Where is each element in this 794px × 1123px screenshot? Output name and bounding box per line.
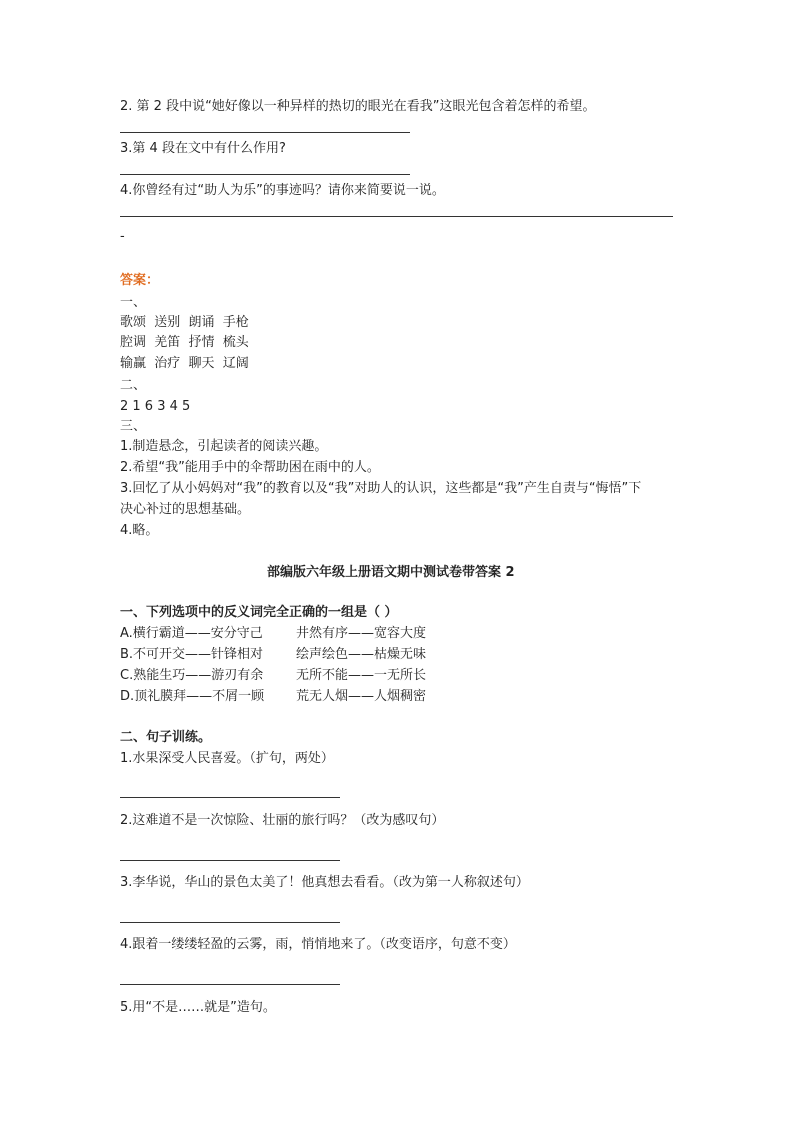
dash-mark: - bbox=[120, 229, 125, 244]
word-row-2: 腔调 羌笛 抒情 梳头 bbox=[120, 335, 249, 350]
answer-line bbox=[120, 174, 410, 175]
answer-line bbox=[120, 216, 673, 217]
question-4: 4.你曾经有过“助人为乐”的事迹吗？请你来简要说一说。 bbox=[120, 183, 445, 198]
option-c-left: C.熟能生巧——游刃有余 bbox=[120, 668, 264, 683]
answers-section-1: 一、 bbox=[120, 295, 147, 310]
sentence-1: 1.水果深受人民喜爱。（扩句，两处） bbox=[120, 751, 334, 766]
sentence-4: 4.跟着一缕缕轻盈的云雾，雨，悄悄地来了。（改变语序，句意不变） bbox=[120, 937, 516, 952]
answers-heading: 答案： bbox=[120, 273, 160, 288]
question-2: 2. 第 2 段中说“她好像以一种异样的热切的眼光在看我”这眼光包含着怎样的希望。 bbox=[120, 99, 596, 114]
answer-3-line-1: 3.回忆了从小妈妈对“我”的教育以及“我”对助人的认识，这些都是“我”产生自责与“悔悟”下 bbox=[120, 481, 642, 496]
answers-section-3: 三、 bbox=[120, 419, 147, 434]
answer-2: 2.希望“我”能用手中的伞帮助困在雨中的人。 bbox=[120, 460, 380, 475]
part2-heading: 二、句子训练。 bbox=[120, 730, 212, 745]
order-answer: 2 1 6 3 4 5 bbox=[120, 399, 191, 414]
answer-3-line-2: 决心补过的思想基础。 bbox=[120, 502, 251, 517]
sentence-5: 5.用“不是……就是”造句。 bbox=[120, 1000, 276, 1015]
sentence-2: 2.这难道不是一次惊险、壮丽的旅行吗？（改为感叹句） bbox=[120, 813, 445, 828]
answer-line bbox=[120, 984, 340, 985]
answers-section-2: 二、 bbox=[120, 378, 147, 393]
option-c-right: 无所不能——一无所长 bbox=[296, 668, 427, 683]
answer-1: 1.制造悬念，引起读者的阅读兴趣。 bbox=[120, 439, 328, 454]
question-3: 3.第 4 段在文中有什么作用? bbox=[120, 141, 286, 156]
answer-line bbox=[120, 132, 410, 133]
option-a-left: A.横行霸道——安分守己 bbox=[120, 626, 263, 641]
option-d-right: 荒无人烟——人烟稠密 bbox=[296, 689, 427, 704]
option-a-right: 井然有序——宽容大度 bbox=[296, 626, 427, 641]
option-d-left: D.顶礼膜拜——不屑一顾 bbox=[120, 689, 265, 704]
test-title: 部编版六年级上册语文期中测试卷带答案 2 bbox=[267, 565, 515, 580]
answer-line bbox=[120, 797, 340, 798]
word-row-1: 歌颂 送别 朗诵 手枪 bbox=[120, 315, 249, 330]
option-b-left: B.不可开交——针锋相对 bbox=[120, 647, 264, 662]
word-row-3: 输赢 治疗 聊天 辽阔 bbox=[120, 356, 249, 371]
answer-line bbox=[120, 860, 340, 861]
part1-heading: 一、下列选项中的反义词完全正确的一组是（ ） bbox=[120, 605, 398, 620]
sentence-3: 3.李华说，华山的景色太美了！他真想去看看。（改为第一人称叙述句） bbox=[120, 875, 529, 890]
answer-4: 4.略。 bbox=[120, 523, 159, 538]
answer-line bbox=[120, 922, 340, 923]
option-b-right: 绘声绘色——枯燥无味 bbox=[296, 647, 427, 662]
